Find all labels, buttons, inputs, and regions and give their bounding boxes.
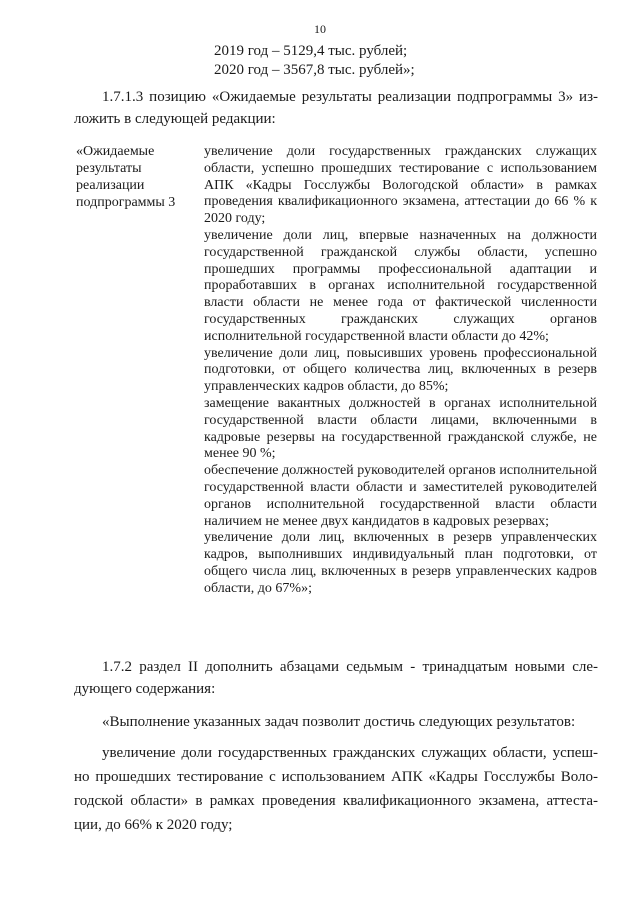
final-paragraph: увеличение доли государственных гражданских служащих области, успеш-но прошедших тестирование с использованием АПК «Кадры Госслужбы Воло-годской области» в рамках проведения квалификационного экзамена, аттеста-ции, до 66% к 2020 году;: [74, 745, 598, 833]
budget-line-2020: 2020 год – 3567,8 тыс. рублей»;: [214, 62, 415, 78]
result-item: увеличение доли лиц, включенных в резерв управленческих кадров, выполнивших индивидуальный план подготовки, от общего числа лиц, включенных в резерв управленческих кадров области, до 67%»;: [204, 530, 597, 596]
clause-1-7-2: 1.7.2 раздел II дополнить абзацами седьмым - тринадцатым новыми сле-дующего содержания:: [74, 659, 598, 697]
table-results-cell: [204, 144, 597, 598]
quote-intro: «Выполнение указанных задач позволит достичь следующих результатов:: [102, 714, 576, 730]
result-item: обеспечение должностей руководителей органов исполнительной государственной власти области и заместителей руководителей органов исполнительной государственной власти области наличием не менее двух кандидатов в кадровых резервах;: [204, 463, 597, 529]
result-item: увеличение доли государственных гражданских служащих области, успешно прошедших тестирование с использованием АПК «Кадры Госслужбы Вологодской области» в рамках проведения квалификационного экзамена, аттестации до 66 % к 2020 году;: [204, 144, 597, 227]
budget-line-2019: 2019 год – 5129,4 тыс. рублей;: [214, 43, 408, 59]
page-number: 10: [314, 22, 326, 36]
result-item: замещение вакантных должностей в органах исполнительной государственной власти области лицами, включенными в кадровые резервы на государственной гражданской службе, не менее 90 %;: [204, 395, 597, 462]
result-item: увеличение доли лиц, впервые назначенных на должности государственной гражданской службы области, успешно прошедших программы профессиональной адаптации и проработавших в органах исполнительной государственной власти области не менее года от фактической численности государственных гражданских служащих органов исполнительной государственной власти области до 42%;: [204, 227, 597, 344]
clause-1-7-1-3: 1.7.1.3 позицию «Ожидаемые результаты реализации подпрограммы 3» из-ложить в следующей редакции:: [74, 89, 598, 127]
result-item: увеличение доли лиц, повысивших уровень профессиональной подготовки, от общего количества лиц, включенных в резерв управленческих кадров области, до 85%;: [204, 345, 597, 395]
table-label-cell: «Ожидаемые результаты реализации подпрограммы 3: [76, 144, 176, 210]
